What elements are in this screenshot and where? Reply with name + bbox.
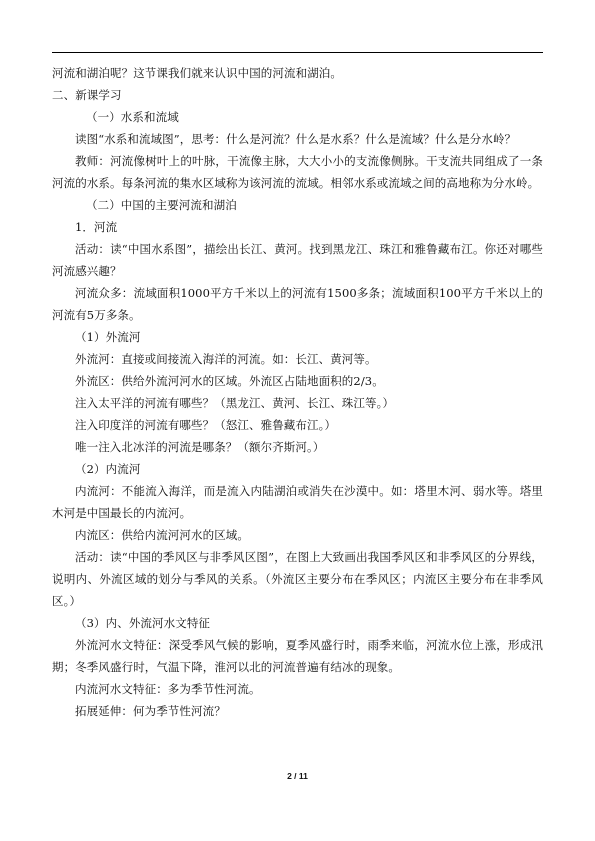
paragraph-read-map-question: 读图“水系和流域图”，思考：什么是河流？什么是水系？什么是流域？什么是分水岭？	[75, 132, 517, 146]
paragraph-endorheic-area: 内流区：供给内流河河水的区域。	[75, 528, 249, 542]
paragraph-pacific-rivers: 注入太平洋的河流有哪些？（黑龙江、黄河、长江、珠江等。）	[75, 396, 395, 410]
paragraph-indian-ocean-rivers: 注入印度洋的河流有哪些？（怒江、雅鲁藏布江。）	[75, 418, 337, 432]
paragraph-intro-end: 河流和湖泊呢？这节课我们就来认识中国的河流和湖泊。	[52, 66, 342, 80]
heading-exorheic-river: （1）外流河	[75, 330, 141, 344]
paragraph-exorheic-definition: 外流河：直接或间接流入海洋的河流。如：长江、黄河等。	[75, 352, 377, 366]
subsection-heading-water-system: （一）水系和流域	[86, 110, 179, 124]
paragraph-endorheic-hydrology: 内流河水文特征：多为季节性河流。	[75, 682, 261, 696]
paragraph-activity-monsoon-map: 活动：读“中国的季风区与非季风区图”，在图上大致画出我国季风区和非季风区的分界线，说明内、外流区域的划分与季风的关系。（外流区主要分布在季风区；内流区主要分布在非季风区。）	[52, 550, 543, 608]
paragraph-endorheic-definition: 内流河：不能流入海洋，而是流入内陆湖泊或消失在沙漠中。如：塔里木河、弱水等。塔里木河是中国最长的内流河。	[52, 484, 543, 520]
paragraph-exorheic-area: 外流区：供给外流河河水的区域。外流区占陆地面积的2/3。	[75, 374, 384, 388]
subsection-heading-rivers-lakes: （二）中国的主要河流和湖泊	[86, 198, 237, 212]
page-number: 2 / 11	[287, 771, 308, 781]
paragraph-extension-question: 拓展延伸：何为季节性河流？	[75, 704, 226, 718]
paragraph-teacher-explanation: 教师：河流像树叶上的叶脉，干流像主脉，大大小小的支流像侧脉。干支流共同组成了一条河流的水系。每条河流的集水区域称为该河流的流域。相邻水系或流域之间的高地称为分水岭。	[52, 154, 543, 190]
header-rule	[52, 52, 543, 53]
paragraph-arctic-river: 唯一注入北冰洋的河流是哪条？（额尔齐斯河。）	[75, 440, 325, 454]
heading-endorheic-river: （2）内流河	[75, 462, 141, 476]
paragraph-many-rivers: 河流众多：流域面积1000平方千米以上的河流有1500多条；流域面积100平方千米以上的河流有5万多条。	[52, 286, 543, 322]
section-heading-new-lesson: 二、新课学习	[52, 88, 122, 102]
paragraph-exorheic-hydrology: 外流河水文特征：深受季风气候的影响，夏季风盛行时，雨季来临，河流水位上涨，形成汛期；冬季风盛行时，气温下降，淮河以北的河流普遍有结冰的现象。	[52, 638, 543, 674]
heading-hydrology-features: （3）内、外流河水文特征	[75, 616, 211, 630]
heading-rivers: 1．河流	[75, 220, 118, 234]
document-body	[52, 62, 543, 722]
paragraph-activity-water-map: 活动：读“中国水系图”，描绘出长江、黄河。找到黑龙江、珠江和雅鲁藏布江。你还对哪些河流感兴趣？	[52, 242, 543, 278]
